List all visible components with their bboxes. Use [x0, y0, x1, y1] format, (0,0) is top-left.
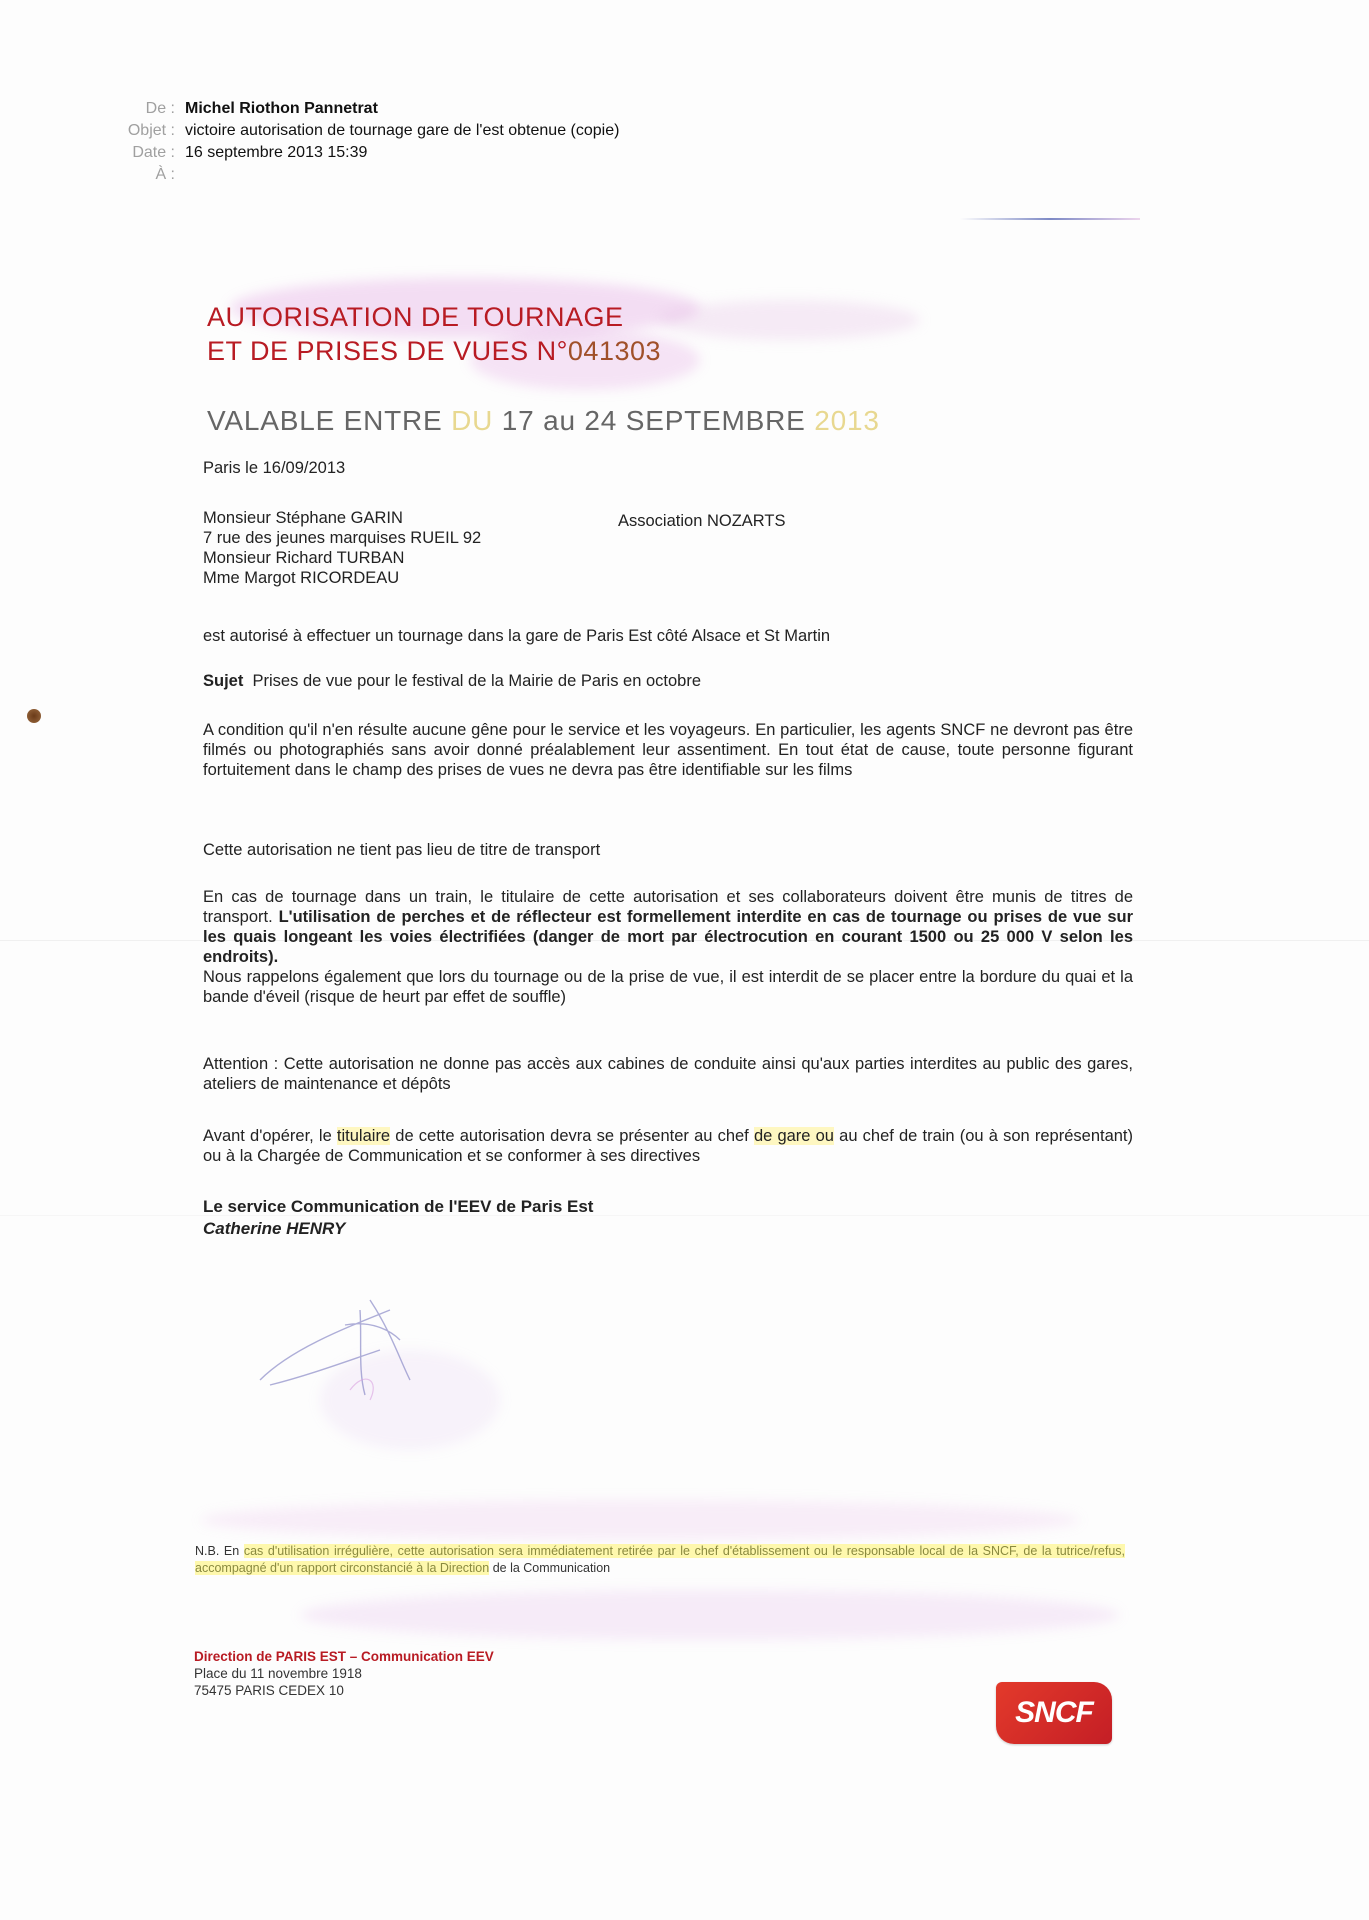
email-header: [110, 98, 619, 186]
signature-service: Le service Communication de l'EEV de Paris Est: [203, 1197, 594, 1216]
nb-highlighted-text: cas d'utilisation irrégulière, cette autorisation sera immédiatement retirée par le chef d'établissement ou le responsable local de la SNCF, de la tutrice/refus, accompagné d'un rapport circonstancié à la Direction: [195, 1544, 1125, 1575]
email-from-row: [110, 98, 619, 120]
print-streak: [960, 218, 1140, 220]
signer-name: Catherine HENRY: [203, 1219, 346, 1238]
ink-smudge: [660, 300, 920, 340]
train-paragraph: [203, 887, 1133, 1007]
operate-pre: Avant d'opérer, le: [203, 1127, 337, 1145]
subject-label: Sujet: [203, 672, 244, 690]
title-line-1: AUTORISATION DE TOURNAGE: [207, 302, 624, 332]
nb-lead: N.B. En: [195, 1544, 244, 1558]
association-name: Association NOZARTS: [618, 512, 786, 530]
footer-address: [194, 1648, 494, 1699]
email-date-row: [110, 142, 619, 164]
email-date-label: Date :: [132, 144, 175, 161]
footer-city: 75475 PARIS CEDEX 10: [194, 1683, 344, 1698]
email-to-row: [110, 164, 619, 186]
validity-period: [207, 405, 880, 437]
operate-paragraph: [203, 1126, 1133, 1166]
title-line-2-prefix: ET DE PRISES DE VUES N°: [207, 336, 568, 366]
attention-paragraph: Attention : Cette autorisation ne donne pas accès aux cabines de conduite ainsi qu'aux parties interdites au public des gares, ateliers de maintenance et dépôts: [203, 1055, 1133, 1093]
recipient-line: Monsieur Stéphane GARIN: [203, 509, 403, 527]
subject-line: [203, 671, 1133, 691]
authorization-statement: est autorisé à effectuer un tournage dans la gare de Paris Est côté Alsace et St Martin: [203, 627, 831, 645]
validity-faded-year: 2013: [814, 405, 880, 436]
transport-paragraph: Cette autorisation ne tient pas lieu de titre de transport: [203, 841, 601, 859]
email-subject-label: Objet :: [127, 122, 175, 139]
ink-smudge: [200, 1500, 1080, 1540]
sncf-logo: SNCF: [996, 1682, 1112, 1744]
recipient-line: Monsieur Richard TURBAN: [203, 549, 405, 567]
operate-post: au chef de train (ou à son représentant) ou à la Chargée de Communication et se conformer à ses directives: [203, 1127, 1134, 1165]
recipient-line: 7 rue des jeunes marquises RUEIL 92: [203, 529, 482, 547]
handwritten-signature: [250, 1270, 450, 1410]
email-to-label: À :: [155, 166, 175, 183]
email-subject: victoire autorisation de tournage gare de l'est obtenue (copie): [185, 122, 620, 139]
authorization-number: 041303: [567, 336, 662, 366]
footer-street: Place du 11 novembre 1918: [194, 1666, 362, 1681]
signature-block: [203, 1196, 1133, 1240]
train-text-2: Nous rappelons également que lors du tournage ou de la prise de vue, il est interdit de se placer entre la bordure du quai et la bande d'éveil (risque de heurt par effet de souffle): [203, 968, 1133, 1006]
place-date: Paris le 16/09/2013: [203, 459, 346, 477]
train-text-1: En cas de tournage dans un train, le titulaire de cette autorisation et ses collaborateurs doivent être munis de titres de transport.: [203, 888, 1133, 926]
title-line-2: [207, 334, 661, 368]
nb-notice: [195, 1543, 1125, 1577]
validity-faded-du: DU: [451, 405, 494, 436]
operate-highlight-1: titulaire: [336, 1127, 391, 1145]
validity-prefix: VALABLE ENTRE: [207, 405, 443, 436]
email-from: Michel Riothon Pannetrat: [185, 100, 378, 117]
operate-mid: de cette autorisation devra se présenter au chef: [390, 1127, 754, 1145]
validity-range: 17 au 24 SEPTEMBRE: [501, 405, 806, 436]
train-warning-bold: L'utilisation de perches et de réflecteur est formellement interdite en cas de tournage ou prises de vue sur les quais longeant les voies électrifiées (danger de mort par électrocution en courant 1500 ou 25 000 V selon les endroits).: [203, 908, 1133, 966]
brown-stain: [27, 709, 41, 723]
email-subject-row: [110, 120, 619, 142]
document-title: [207, 300, 661, 368]
email-from-label: De :: [145, 100, 175, 117]
recipient-line: Mme Margot RICORDEAU: [203, 569, 400, 587]
ink-smudge: [300, 1590, 1120, 1640]
condition-paragraph: A condition qu'il n'en résulte aucune gêne pour le service et les voyageurs. En particulier, les agents SNCF ne devront pas être filmés ou photographiés sans avoir donné préalablement leur assentiment. En tout état de cause, toute personne figurant fortuitement dans le champ des prises de vues ne devra pas être identifiable sur les films: [203, 721, 1133, 779]
nb-tail: de la Communication: [489, 1561, 611, 1575]
footer-direction: Direction de PARIS EST – Communication EEV: [194, 1649, 494, 1664]
subject-text: Prises de vue pour le festival de la Mairie de Paris en octobre: [252, 672, 701, 690]
operate-highlight-2: de gare ou: [753, 1127, 834, 1145]
email-date: 16 septembre 2013 15:39: [185, 144, 368, 161]
